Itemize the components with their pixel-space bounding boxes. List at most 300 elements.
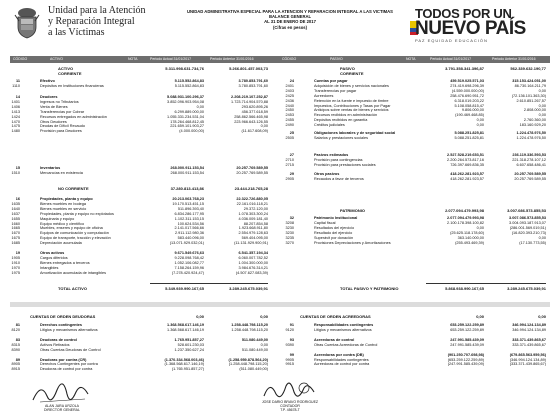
total-pasivo-rule (426, 283, 546, 284)
account-label: Obligaciones laborales y de seguridad social (314, 131, 396, 135)
account-label: Bienes muebles en servicio (40, 206, 87, 211)
total-pasivo-label: TOTAL PASIVO Y PATRIMONIO (340, 286, 399, 291)
account-current-value: 2.077.094.479.993,98 (447, 216, 484, 220)
account-code: 1110 (12, 83, 20, 88)
col-pasivo: PASIVO (330, 57, 343, 61)
account-current-value: 418.262.281.923,57 (450, 176, 484, 181)
account-current-value: 583.440.096,00 (177, 236, 204, 241)
account-current-value: 511.896.393,40 (177, 206, 204, 211)
account-code: 2436 (285, 98, 294, 103)
account-label: Recursos entregados en administración (40, 114, 107, 119)
account-previous-value: 1.224.478.976,50 (516, 135, 546, 140)
account-previous-value: (11.617.608,09) (241, 129, 268, 134)
account-code: 2905 (285, 176, 294, 181)
account-label: Retención en la fuente e impuesto de timbre (314, 98, 389, 103)
account-previous-value: 346.994.124.134,89 (512, 323, 546, 327)
account-current-value: (13.071.929.032,01) (169, 241, 204, 246)
column-header-bar (10, 56, 550, 63)
account-previous-value: 0,00 (538, 88, 546, 93)
col-previous-right: Periodo Anterior 31/01/2016 (492, 57, 536, 61)
account-code: 8315 (11, 342, 20, 347)
account-previous-value: 2.554.979.128,63 (238, 231, 268, 236)
account-code: 25 (289, 131, 294, 135)
account-label: Depósitos recibidos en garantía (314, 118, 368, 123)
account-current-value: 2.141.017.566,66 (174, 226, 204, 231)
account-label: Derechos Contingentes por contra (40, 362, 98, 367)
account-label: Efectivo (40, 79, 55, 83)
account-previous-value: 258.862.566.465,98 (234, 114, 268, 119)
account-previous-value: 6.607.658.486,41 (516, 162, 546, 167)
account-label: Deudoras por contra (CR) (40, 357, 87, 362)
account-previous-value: 511.080.449,00 (241, 347, 268, 352)
account-current-value: 178.264.468.812,45 (170, 119, 204, 124)
account-current-value: (247.991.585.439,09) (447, 362, 484, 367)
account-current-value: 6.299.889.000,00 (174, 109, 204, 114)
account-label: Responsabilidades contingentes (314, 323, 374, 327)
account-code: 1685 (11, 241, 20, 246)
patrimonio-heading: PATRIMONIO (340, 208, 365, 213)
account-current-value: 0,00 (476, 123, 484, 128)
accountant-signature-block (240, 400, 340, 413)
account-code: 3270 (285, 240, 294, 245)
account-code: 29 (289, 172, 294, 176)
account-previous-value: 183.160.929,20 (519, 123, 546, 128)
account-code: 1406 (11, 104, 20, 109)
account-code: 1910 (11, 260, 20, 265)
col-previous-left: Periodo Anterior 31/01/2016 (210, 57, 254, 61)
account-previous-value: 2.208.219.107.252,87 (231, 95, 268, 99)
account-code: 1510 (11, 170, 20, 175)
total-pasivo-current: 5.868.938.990.167,65 (445, 286, 484, 291)
account-label: Cuentas por pagar (314, 79, 348, 83)
account-current-value: 5.088.931.100.296,37 (167, 95, 204, 99)
accountant-name: JOSE DARIO BRAVO RODRIGUEZ (261, 400, 319, 404)
account-current-value: 274.419.698.296,39 (450, 83, 484, 88)
account-current-value: 0,00 (476, 225, 484, 230)
account-previous-value: (72.136.101.363,30) (511, 93, 546, 98)
account-previous-value: 1.923.668.911,80 (238, 226, 268, 231)
account-label: Venta de Bienes (40, 104, 68, 109)
account-current-value: 7.158.264.159,96 (174, 265, 204, 270)
account-label: Impuestos, Contribuciones y Tasas por Pagar (314, 103, 391, 108)
account-current-value: 6.318.019.203,22 (454, 98, 484, 103)
patrimonio-current: 2.077.094.479.993,98 (445, 208, 484, 213)
currency-note: (Cifras en pesos) (273, 24, 307, 30)
account-label: Deudores (40, 95, 58, 99)
slogan-top: TODOS POR UN (415, 6, 512, 21)
account-previous-value: 333.371.439.865,67 (512, 342, 546, 347)
account-current-value: 2.200.264.573.817,16 (447, 157, 484, 162)
account-code: 1470 (11, 119, 20, 124)
account-label: Pasivos estimados (314, 153, 349, 157)
account-code: 2453 (285, 113, 294, 118)
account-label: Anticipos sobre ventas de bienes y servicios (314, 108, 389, 113)
activo-total-previous: 5.266.801.457.003,73 (229, 66, 268, 71)
account-current-value: 9.806.000,00 (461, 108, 484, 113)
account-current-value: 528.601.230,03 (177, 342, 204, 347)
account-previous-value: 2.808.000,00 (523, 108, 546, 113)
account-label: Bienes muebles en bodega (40, 201, 87, 206)
account-previous-value: (511.080.449,00) (239, 367, 268, 372)
col-current-left: Periodo Actual 31/01/2017 (150, 57, 192, 61)
account-code: 3208 (285, 220, 294, 225)
account-label: Litigios y mecanismos alternativos (40, 327, 98, 332)
account-previous-value: 20.257.769.589,55 (236, 166, 268, 170)
account-code: 2715 (285, 162, 294, 167)
account-previous-value: 315.153.424.051,00 (512, 79, 546, 83)
account-previous-value: 2.760.360,00 (523, 118, 546, 123)
account-code: 2455 (285, 118, 294, 123)
account-previous-value: 346.994.124.134,89 (512, 327, 546, 332)
total-pasivo-previous: 3.289.245.675.039,91 (507, 286, 546, 291)
activo-corriente-heading: CORRIENTE (58, 71, 82, 76)
account-label: Inventarios (40, 166, 61, 170)
account-previous-value: 511.080.449,00 (241, 337, 268, 342)
account-current-value: 1.368.568.617.146,19 (167, 323, 204, 327)
account-label: Acreedoras de control (314, 337, 355, 342)
account-current-value: 2.527.528.219.653,51 (447, 153, 484, 157)
account-previous-value: 29.372.120,00 (243, 206, 268, 211)
no-corriente-previous: 23.444.218.765,28 (234, 186, 268, 191)
account-previous-value: 1.078.303.300,24 (238, 211, 268, 216)
account-code: 93 (289, 337, 294, 342)
account-previous-value: 1.258.448.798.115,20 (231, 323, 268, 327)
account-current-value: 2.100.178.398.100,82 (447, 220, 484, 225)
account-label: Derechos contingentes (40, 323, 82, 327)
patrimonio-previous: 3.007.086.573.855,53 (507, 208, 546, 213)
account-current-value: 6.834.286.177,95 (174, 211, 204, 216)
account-label: Muebles, enseres y equipo de oficina (40, 226, 103, 231)
account-previous-value: 456.377.618,59 (241, 109, 268, 114)
orden-acreedoras-current: 0,00 (476, 314, 484, 319)
account-previous-value: (11.131.929.900,91) (234, 241, 268, 246)
account-label: Salarios y prestaciones sociales (314, 135, 369, 140)
account-code: 2505 (285, 135, 294, 140)
total-activo-rule (150, 283, 268, 284)
government-slogan-logo (415, 7, 545, 43)
account-label: Otras Cuentas Acreedoras de Control (314, 342, 378, 347)
account-label: Amortización acumulada de intangibles (40, 270, 107, 275)
account-previous-value: (333.371.439.865,67) (509, 362, 546, 367)
account-previous-value: 236.119.336.593,53 (512, 153, 546, 157)
account-current-value: 5.115.552.864,83 (174, 79, 204, 83)
account-previous-value: (286.001.569.019,51) (509, 225, 546, 230)
account-previous-value: (679.865.563.959,56) (509, 352, 546, 357)
orden-separator-band (10, 302, 550, 307)
account-current-value: 247.991.585.439,09 (450, 337, 484, 342)
account-current-value: 3.852.096.903.954,08 (167, 99, 204, 104)
account-label: Transferencias por Cobrar (40, 109, 85, 114)
account-label: Mercancías en existencia (40, 170, 83, 175)
account-label: Deudas de Difícil Recaudo (40, 124, 85, 129)
account-previous-value: 3.007.086.573.855,53 (509, 216, 546, 220)
account-code: 32 (289, 216, 294, 220)
account-label: Provisión para Deudores (40, 129, 82, 134)
account-label: Acreedoras por contra (DB) (314, 352, 364, 357)
account-previous-value: (4.507.627.083,39) (235, 270, 268, 275)
accountant-role: CONTADOR (280, 404, 300, 409)
account-label: Provisión para prestaciones sociales (314, 162, 376, 167)
account-current-value: 268.000.911.153,54 (170, 170, 204, 175)
account-code: 8915 (11, 367, 20, 372)
account-code: 1970 (11, 265, 20, 270)
account-previous-value: 0,00 (260, 124, 268, 129)
account-code: 27 (289, 153, 294, 157)
account-current-value: 19.170.513.451,15 (172, 201, 204, 206)
account-current-value: 20.213.063.768,23 (172, 197, 204, 201)
account-previous-value: 20.257.769.589,55 (236, 170, 268, 175)
account-code: 2440 (285, 103, 294, 108)
account-previous-value: 1.004.300.000,00 (238, 260, 268, 265)
account-previous-value: 2.610.851.267,57 (516, 98, 546, 103)
account-label: Litigios y mecanismos alternativos (314, 327, 372, 332)
report-title (180, 9, 400, 30)
col-code-left: CÓDIGO (13, 57, 28, 61)
pasivo-total-previous: 562.339.632.190,77 (510, 66, 546, 71)
account-code: 1401 (11, 99, 20, 104)
account-label: Superávit por donación (314, 235, 354, 240)
account-label: Depreciación acumulada (40, 241, 82, 246)
account-previous-value: 6.541.357.194,34 (238, 251, 268, 255)
account-label: Adquisición de bienes y servicios nacionales (314, 83, 389, 88)
account-code: 8120 (11, 327, 20, 332)
account-code: 11 (15, 79, 20, 83)
account-code: 91 (289, 323, 294, 327)
pasivo-corriente-heading: CORRIENTE (340, 71, 364, 76)
account-code: 19 (15, 251, 20, 255)
account-current-value: (901.250.707.698,98) (447, 352, 484, 357)
account-code: 99 (289, 352, 294, 357)
account-previous-value: 293.620.895,26 (241, 104, 268, 109)
account-code: 14 (15, 95, 20, 99)
account-current-value: (4.559.000.000,00) (451, 88, 484, 93)
account-code: 1475 (11, 124, 20, 129)
account-label: Deudoras de control por contra (40, 367, 93, 372)
account-label: Otras Cuentas Deudoras de Control (40, 347, 101, 352)
account-code: 1905 (11, 255, 20, 260)
account-label: Maquinaria y equipo (40, 216, 75, 221)
pasivo-heading: PASIVO (340, 66, 355, 71)
orden-acreedoras-previous: 0,00 (538, 314, 546, 319)
account-current-value: (1.370.334.568.003,46) (164, 357, 204, 362)
orden-deudoras-previous: 0,00 (260, 314, 268, 319)
account-current-value: 0,00 (196, 104, 204, 109)
account-code: 9905 (285, 357, 294, 362)
account-code: 1655 (11, 216, 20, 221)
account-current-value: 258.476.690.951,72 (450, 93, 484, 98)
account-previous-value: 20.257.769.589,55 (514, 172, 546, 176)
account-current-value: 653.259.122.259,89 (450, 327, 484, 332)
total-activo-current: 5.349.939.990.167,65 (165, 286, 204, 291)
account-current-value: 726.397.669.836,35 (450, 162, 484, 167)
account-label: Cargos diferidos (40, 255, 68, 260)
account-label: Propiedades, planta y equipo no explotados (40, 211, 114, 216)
account-code: 89 (15, 357, 20, 362)
account-previous-value: (1.258.448.798.115,20) (228, 362, 268, 367)
col-activo: ACTIVO (50, 57, 64, 61)
account-previous-value: 3.780.853.791,60 (238, 79, 268, 83)
account-current-value: 5.115.552.864,83 (174, 83, 204, 88)
account-previous-value: 569.404.095,00 (241, 236, 268, 241)
account-previous-value: 3.004.093.187.913,07 (509, 220, 546, 225)
account-code: 83 (15, 337, 20, 342)
account-current-value: 2.911.112.980,36 (175, 231, 204, 236)
director-name: ALAN JARA URZOLA (44, 404, 80, 408)
orden-acreedoras-heading: CUENTAS DE ORDEN ACREEDORAS (300, 314, 371, 319)
account-label: Transferencias por pagar (314, 88, 357, 93)
account-current-value: 247.991.585.439,09 (450, 342, 484, 347)
account-code: 2425 (285, 93, 294, 98)
account-code: 1480 (11, 129, 20, 134)
account-label: Resultados del ejercicio (314, 225, 355, 230)
account-code: 1675 (11, 236, 20, 241)
no-corriente-heading: NO CORRIENTE (58, 186, 89, 191)
account-label: Bienes entregados a terceros (40, 260, 90, 265)
account-current-value: 5.088.251.825,81 (454, 135, 484, 140)
account-label: Depósitos en Instituciones financieras (40, 83, 104, 88)
account-previous-value: 333.371.439.865,67 (512, 337, 546, 342)
account-code: 8390 (11, 347, 20, 352)
account-previous-value: 221.318.278.107,12 (512, 157, 546, 162)
account-previous-value: 0,00 (260, 342, 268, 347)
account-previous-value: 0,00 (538, 235, 546, 240)
account-code: 15 (15, 166, 20, 170)
total-activo-previous: 3.289.245.675.039,91 (229, 286, 268, 291)
account-code: 9915 (285, 362, 294, 367)
account-label: Otros Deudores (40, 119, 67, 124)
account-code: 3230 (285, 230, 294, 235)
account-current-value: (25.625.118.178,60) (450, 230, 484, 235)
account-code: 24 (289, 79, 294, 83)
account-previous-value: 20.257.769.589,55 (514, 176, 546, 181)
account-label: Deudoras de control (40, 337, 77, 342)
account-label: Recaudos a favor de terceros (314, 176, 364, 181)
account-label: Equipo de transporte, tracción y elevación (40, 236, 111, 241)
account-current-value: (190.469.468.85) (455, 113, 484, 118)
coat-of-arms-icon (12, 5, 42, 39)
account-label: Recursos recibidos en administración (314, 113, 378, 118)
account-current-value: 268.000.911.153,54 (170, 166, 204, 170)
account-label: Acreedoras de control por contra (314, 362, 370, 367)
account-label: Provisiones Depreciaciones y Amortizaciones (314, 240, 391, 245)
col-code-right: CÓDIGO (282, 57, 297, 61)
account-code: 9120 (285, 327, 294, 332)
account-label: Ingresos no Tributarios (40, 99, 79, 104)
account-current-value: 653.259.122.259,89 (450, 323, 484, 327)
account-current-value: 1.765.951.857,27 (174, 337, 204, 342)
col-nota-left: NOTA (128, 57, 138, 61)
account-current-value: 100.624.534,56 (177, 221, 204, 226)
account-code: 3230 (285, 225, 294, 230)
account-label: Acreedores (314, 93, 334, 98)
pasivo-total-current: 3.791.358.341.396,87 (445, 66, 484, 71)
account-current-value: 0,00 (476, 118, 484, 123)
account-previous-value: 6.060.007.782,52 (238, 255, 268, 260)
orden-deudoras-current: 0,00 (196, 314, 204, 319)
director-role: DIRECTOR GENERAL (44, 408, 80, 413)
account-label: Resultado del ejercicio (314, 230, 353, 235)
account-code: 2450 (285, 108, 294, 113)
account-code: 81 (15, 323, 20, 327)
account-label: Otros activos (40, 251, 65, 255)
account-previous-value: 86.730.164.211,79 (514, 83, 546, 88)
account-previous-value: 22.322.726.880,05 (236, 197, 268, 201)
account-code: 1660 (11, 221, 20, 226)
director-signature-block (22, 404, 102, 412)
col-current-right: Periodo Actual 31/01/2017 (430, 57, 472, 61)
account-current-value: (255.493.469,39) (455, 240, 484, 245)
account-previous-value: 1.723.714.904.570,88 (231, 99, 268, 104)
account-previous-value: 88.207.854,58 (243, 221, 268, 226)
statement-date: AL 31 DE ENERO DE 2017 (264, 19, 316, 25)
account-current-value: (4.000.000,00) (179, 129, 204, 134)
entity-name: UNIDAD ADMINISTRATIVA ESPECIAL PARA LA ATENCION Y REPARACION INTEGRAL A LAS VICTIMAS (187, 9, 393, 14)
account-label: Otros pasivos (314, 172, 340, 176)
account-current-value: 418.262.281.923,57 (450, 172, 484, 176)
account-previous-value: 22.161.016.118,21 (236, 201, 268, 206)
account-label: Propiedades, planta y equipo (40, 197, 93, 201)
account-current-value: 363.140.000,00 (457, 235, 484, 240)
account-code: 1640 (11, 206, 20, 211)
account-code: 1413 (11, 109, 20, 114)
account-label: Provisión para contingencias (314, 157, 363, 162)
account-previous-value: 3.984.676.314,21 (238, 265, 268, 270)
account-label: Intangibles (40, 265, 59, 270)
account-previous-value: (1.258.959.878.564,20) (228, 357, 268, 362)
total-activo-label: TOTAL ACTIVO (58, 286, 87, 291)
account-current-value: 1.055.331.234.531,04 (167, 114, 204, 119)
account-code: 2490 (285, 123, 294, 128)
account-current-value: 9.671.549.676,63 (174, 251, 204, 255)
account-code: 1975 (11, 270, 20, 275)
agency-name-line-1: Unidad para la Atención (48, 5, 146, 16)
account-code: 1424 (11, 114, 20, 119)
activo-heading: ACTIVO (58, 66, 74, 71)
agency-logo (48, 5, 168, 38)
account-code: 16 (15, 197, 20, 201)
account-label: Capital fiscal (314, 220, 336, 225)
account-current-value: 9.228.098.768,42 (174, 255, 204, 260)
account-previous-value: 223.966.643.126,55 (234, 119, 268, 124)
account-code: 9390 (285, 342, 294, 347)
account-current-value: 1.368.568.617.146,19 (167, 327, 204, 332)
account-previous-value: 1.258.448.798.115,20 (231, 327, 268, 332)
account-previous-value: 1.224.478.976,50 (516, 131, 546, 135)
account-current-value: (1.368.568.617.146,19) (164, 362, 204, 367)
account-previous-value: (16.820.393.210,73) (511, 230, 546, 235)
account-code: 1670 (11, 231, 20, 236)
account-previous-value: (17.130.773,55) (519, 240, 546, 245)
account-previous-value: 4.036.009.181,40 (238, 216, 268, 221)
account-current-value: (7.278.420.924,47) (171, 270, 204, 275)
account-previous-value: 3.780.853.791,60 (238, 83, 268, 88)
agency-name-line-2: y Reparación Integral (48, 16, 135, 27)
account-code: 1635 (11, 201, 20, 206)
account-current-value: 221.659.101.903,27 (170, 124, 204, 129)
account-previous-value: 0,00 (538, 103, 546, 108)
account-code: 3235 (285, 235, 294, 240)
director-signature-icon (30, 380, 100, 406)
account-current-value: 459.519.025.571,03 (450, 79, 484, 83)
account-previous-value: (346.994.124.134,89) (509, 357, 546, 362)
account-label: Equipo médico y científico (40, 221, 85, 226)
account-label: Activos Retirados (40, 342, 70, 347)
accountant-license: T.P. 45678-T (280, 408, 300, 413)
account-current-value: (1.765.951.857,27) (171, 367, 204, 372)
activo-total-current: 5.311.998.631.734,76 (165, 66, 204, 71)
slogan-tagline: PAZ EQUIDAD EDUCACIÓN (415, 38, 488, 43)
account-current-value: 5.108.058.815,47 (454, 103, 484, 108)
